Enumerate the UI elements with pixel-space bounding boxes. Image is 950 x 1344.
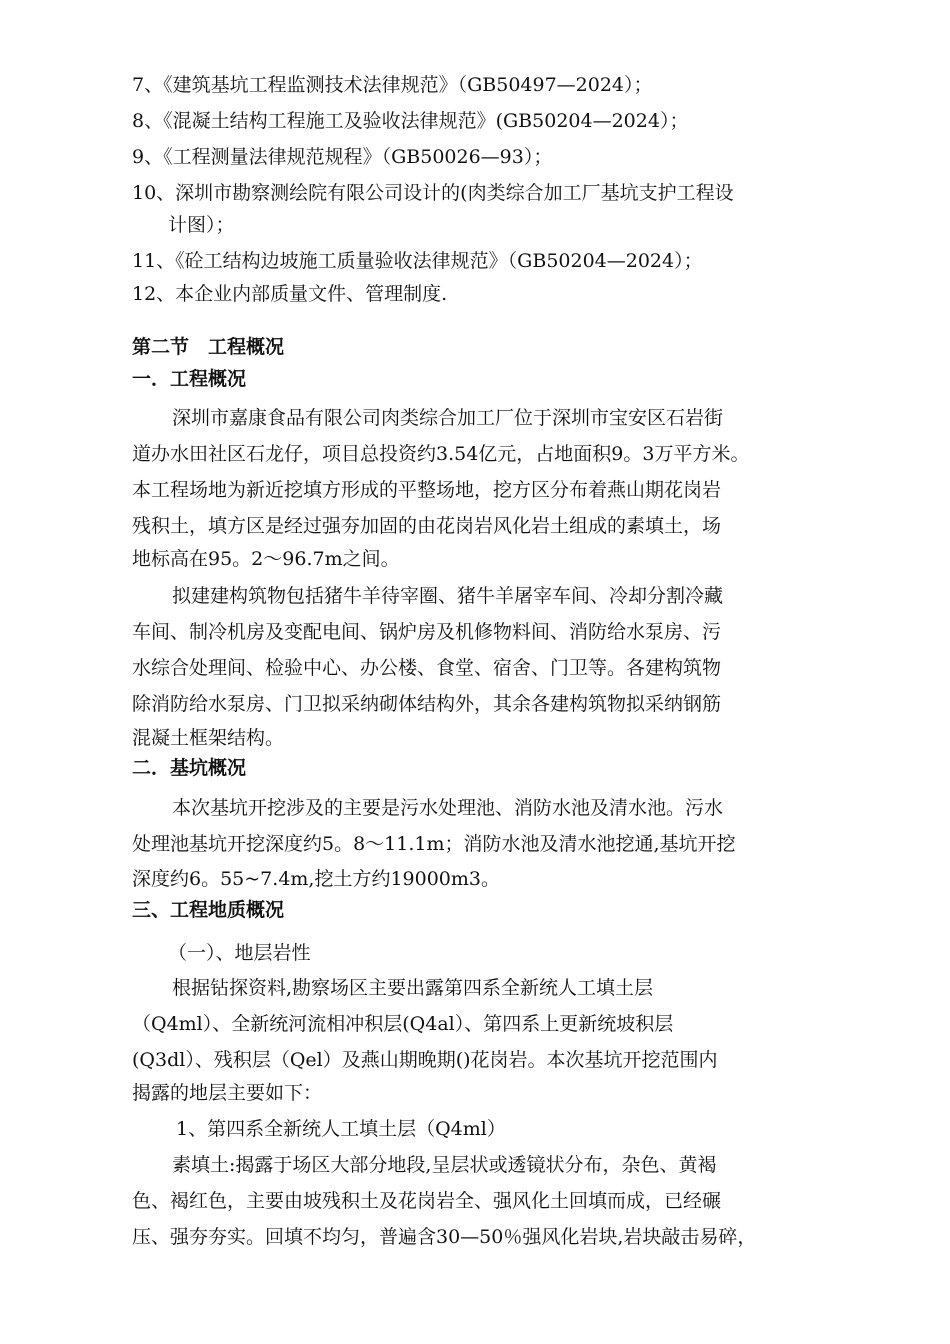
reference-item-9: 9、《工程测量法律规范规程》（GB50026—93）； bbox=[132, 146, 553, 168]
paragraph-line: 根据钻探资料,勘察场区主要出露第四系全新统人工填土层 bbox=[172, 977, 654, 999]
paragraph-line: 深圳市嘉康食品有限公司肉类综合加工厂位于深圳市宝安区石岩街 bbox=[172, 407, 724, 429]
paragraph-line: 色、褐红色，主要由坡残积土及花岗岩全、强风化土回填而成，已经碾 bbox=[132, 1190, 722, 1212]
reference-item-10: 10、深圳市勘察测绘院有限公司设计的(肉类综合加工厂基坑支护工程设 bbox=[132, 182, 734, 204]
paragraph-line: 混凝土框架结构。 bbox=[132, 727, 285, 749]
paragraph-line: 本工程场地为新近挖填方形成的平整场地，挖方区分布着燕山期花岗岩 bbox=[132, 479, 722, 501]
subsection-3-title: 三、工程地质概况 bbox=[132, 899, 285, 921]
paragraph-line: 拟建建构筑物包括猪牛羊待宰圈、猪牛羊屠宰车间、冷却分割冷藏 bbox=[172, 585, 724, 607]
paragraph-line: 素填土:揭露于场区大部分地段,呈层状或透镜状分布，杂色、黄褐 bbox=[172, 1154, 717, 1176]
paragraph-line: 处理池基坑开挖深度约5。8～11.1m；消防水池及清水池挖通,基坑开挖 bbox=[132, 833, 736, 855]
subsection-1-title: 一．工程概况 bbox=[132, 368, 247, 390]
reference-item-8: 8、《混凝土结构工程施工及验收法律规范》(GB50204—2024）； bbox=[132, 110, 689, 132]
paragraph-line: 残积土，填方区是经过强夯加固的由花岗岩风化岩土组成的素填土，场 bbox=[132, 515, 722, 537]
reference-item-7: 7、《建筑基坑工程监测技术法律规范》（GB50497—2024）； bbox=[132, 74, 653, 96]
paragraph-line: （Q4ml）、全新统河流相冲积层(Q4al）、第四系上更新统坡积层 bbox=[132, 1013, 674, 1035]
section-title: 第二节 工程概况 bbox=[132, 336, 285, 358]
subsection-3-heading-2: 1、第四系全新统人工填土层（Q4ml） bbox=[176, 1118, 506, 1140]
paragraph-line: 除消防给水泵房、门卫拟采纳砌体结构外，其余各建构筑物拟采纳钢筋 bbox=[132, 693, 722, 715]
reference-item-10-continued: 计图）； bbox=[168, 214, 235, 236]
paragraph-line: 水综合处理间、检验中心、办公楼、食堂、宿舍、门卫等。各建构筑物 bbox=[132, 657, 722, 679]
paragraph-line: 压、强夯夯实。回填不均匀，普遍含30—50％强风化岩块,岩块敲击易碎， bbox=[132, 1226, 757, 1248]
paragraph-line: 道办水田社区石龙仔，项目总投资约3.54亿元，占地面积9。3万平方米。 bbox=[132, 443, 750, 465]
reference-item-12: 12、本企业内部质量文件、管理制度. bbox=[132, 283, 448, 305]
subsection-3-heading-1: （一）、地层岩性 bbox=[168, 942, 311, 964]
paragraph-line: 车间、制冷机房及变配电间、锅炉房及机修物料间、消防给水泵房、污 bbox=[132, 621, 722, 643]
paragraph-line: (Q3dl）、残积层（Qel）及燕山期晚期()花岗岩。本次基坑开挖范围内 bbox=[132, 1049, 718, 1071]
paragraph-line: 深度约6。55~7.4m,挖土方约19000m3。 bbox=[132, 868, 501, 890]
paragraph-line: 揭露的地层主要如下： bbox=[132, 1082, 323, 1104]
subsection-2-title: 二．基坑概况 bbox=[132, 757, 247, 779]
paragraph-line: 本次基坑开挖涉及的主要是污水处理池、消防水池及清水池。污水 bbox=[172, 797, 724, 819]
paragraph-line: 地标高在95。2～96.7m之间。 bbox=[132, 548, 400, 570]
reference-item-11: 11、《砼工结构边坡施工质量验收法律规范》（GB50204—2024）； bbox=[132, 250, 703, 272]
